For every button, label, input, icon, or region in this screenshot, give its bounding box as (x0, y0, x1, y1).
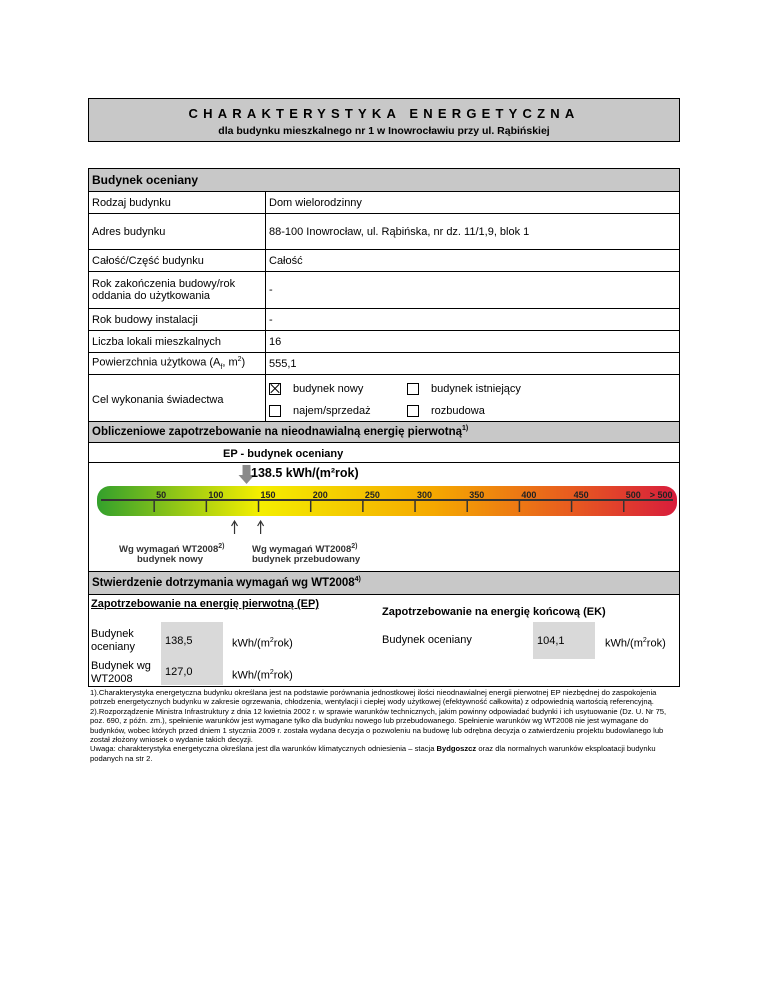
reference-markers (232, 521, 264, 534)
ep-demand-header: Zapotrzebowanie na energię pierwotną (EP) (91, 598, 319, 610)
row-value: 88-100 Inowrocław, ul. Rąbińska, nr dz. 11/1,9, blok 1 (266, 214, 680, 250)
certificate-subtitle: dla budynku mieszkalnego nr 1 w Inowrocławiu przy ul. Rąbińskiej (218, 125, 550, 137)
row-label: Liczba lokali mieszkalnych (89, 331, 266, 353)
building-section-title: Budynek oceniany (89, 169, 680, 192)
ep-row-label: Budynek oceniany (91, 628, 136, 653)
checkbox-checked-icon[interactable] (269, 383, 281, 395)
row-value: - (266, 272, 680, 309)
row-value: 16 (266, 331, 680, 353)
ek-row-value: 104,1 (533, 622, 595, 659)
certificate-header (88, 98, 680, 142)
area-label: Powierzchnia użytkowa ($A_f$, $m^2$) (89, 353, 266, 375)
row-label: Całość/Część budynku (89, 250, 266, 272)
area-value: 555,1 (266, 353, 680, 375)
ep-row-value: 138,5 (161, 622, 223, 659)
building-table (88, 168, 680, 425)
ep-section (88, 421, 680, 687)
scale-tick-label: 250 (364, 490, 380, 500)
purpose-options (266, 375, 680, 425)
compliance-header: Stwierdzenie dotrzymania wymagań wg WT2008$^{4)}$ (89, 571, 679, 595)
footnote-1: 1).Charakterystyka energetyczna budynku określana jest na podstawie porównania jednostkowej ilości nieodnawialnej energii pierwotnej EP niezbędnej do zaspokojenia potrzeb energetycznych budynku w zakresie ogrzewania, chłodzenia, wentylacji i ciepłej wody użytkowej (efektywność całkowita) z odpowiednią wartością referencyjną. (90, 688, 657, 707)
ep-section-title: Obliczeniowe zapotrzebowanie na nieodnawialną energię pierwotną (92, 426, 462, 438)
compliance-title: Stwierdzenie dotrzymania wymagań wg WT2008 (92, 577, 355, 589)
scale-tick-label: 50 (156, 490, 167, 500)
ek-row-label: Budynek oceniany (382, 634, 472, 646)
checkbox-icon[interactable] (407, 405, 419, 417)
row-label: Rok zakończenia budowy/rok oddania do użytkowania (89, 272, 266, 309)
row-label: Rok budowy instalacji (89, 309, 266, 331)
ep-row-value: 127,0 (161, 659, 223, 685)
certificate-title: CHARAKTERYSTYKA ENERGETYCZNA (188, 106, 580, 121)
unit-label: kWh/$(m^2rok)$ (232, 637, 293, 650)
ref-new-label: Wg wymagań WT2008$^{2)}$ budynek nowy (119, 542, 225, 565)
scale-tick-label: 450 (573, 490, 589, 500)
scale-tick-label: > 500 (649, 490, 673, 500)
row-label: Adres budynku (89, 214, 266, 250)
ref-modernized-label: Wg wymagań WT2008$^{2)}$ budynek przebudowany (252, 542, 361, 565)
footnote-remark: Uwaga: charakterystyka energetyczna określana jest dla warunków klimatycznych odniesienia – stacja Bydgoszcz oraz dla normalnych warunków eksploatacji budynku podanych na str 2. (90, 744, 656, 763)
option-existing-building[interactable]: budynek istniejący (407, 383, 545, 395)
footnote-2: 2).Rozporządzenie Ministra Infrastruktury z dnia 12 kwietnia 2002 r. w sprawie warunków technicznych, jakim powinny odpowiadać budynki i ich usytuowanie (Dz. U. Nr 75, poz. 690, z późn. zm.), spełnienie warunków jest wymagane tylko dla budynku nowego lub przebudowanego. Spełnienie warunków wg WT2008 nie jest wymagane do budynków, wobec których przed dniem 1 stycznia 2009 r. została wydana decyzja o pozwoleniu na budowę lub odrębna decyzja o zatwierdzeniu projektu budowlanego lub został złożony wniosek o wydanie takich decyzji. (90, 706, 667, 745)
option-extension[interactable]: rozbudowa (407, 405, 545, 417)
ep-section-header: Obliczeniowe zapotrzebowanie na nieodnawialną energię pierwotną$^{1)}$ (89, 422, 679, 443)
scale-tick-label: 150 (260, 490, 276, 500)
scale-tick-label: 200 (312, 490, 328, 500)
checkbox-icon[interactable] (269, 405, 281, 417)
footnotes (90, 688, 678, 763)
scale-tick-label: 100 (208, 490, 224, 500)
row-label: Rodzaj budynku (89, 192, 266, 214)
scale-tick-label: 500 (625, 490, 641, 500)
checkbox-icon[interactable] (407, 383, 419, 395)
option-rent-sale[interactable]: najem/sprzedaż (269, 405, 407, 417)
row-value: - (266, 309, 680, 331)
unit-label: kWh/$(m^2rok)$ (232, 669, 293, 682)
ek-demand-header: Zapotrzebowanie na energię końcową (EK) (382, 606, 606, 618)
row-value: Dom wielorodzinny (266, 192, 680, 214)
option-new-building[interactable]: budynek nowy (269, 383, 407, 395)
ep-row-label: Budynek wg WT2008 (91, 660, 151, 685)
row-value: Całość (266, 250, 680, 272)
scale-tick-label: 350 (469, 490, 485, 500)
unit-label: kWh/$(m^2rok)$ (605, 637, 666, 650)
purpose-label: Cel wykonania świadectwa (89, 375, 266, 425)
scale-tick-label: 400 (521, 490, 537, 500)
ep-subtitle: EP - budynek oceniany (223, 448, 344, 460)
scale-tick-label: 300 (417, 490, 433, 500)
ep-value-label: 138.5 kWh/(m²rok) (251, 466, 359, 480)
